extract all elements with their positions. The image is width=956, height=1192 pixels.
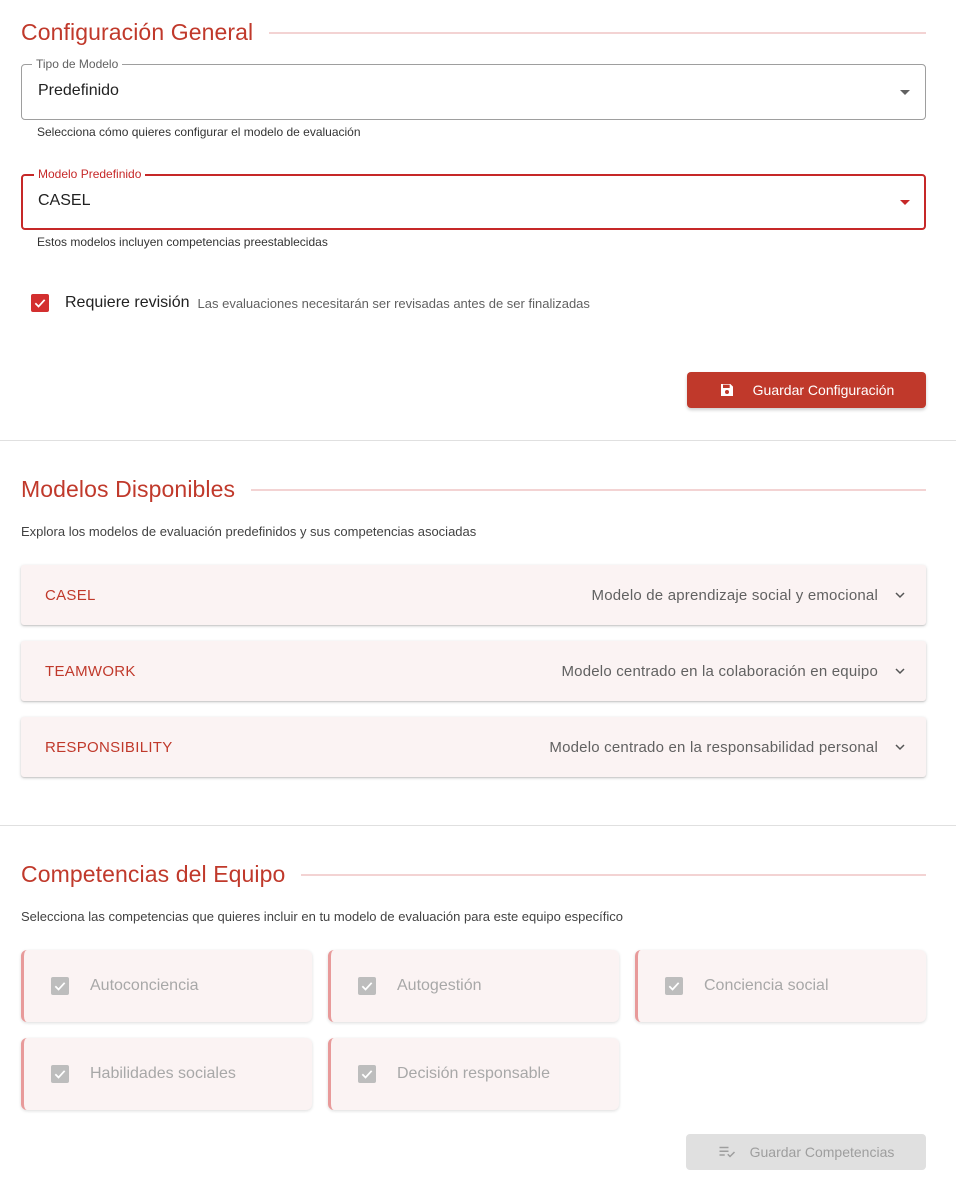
- model-type-select[interactable]: [21, 57, 926, 120]
- model-name: TEAMWORK: [45, 663, 136, 680]
- competency-label: Conciencia social: [704, 977, 829, 994]
- requires-review-label: Requiere revisión: [65, 294, 190, 311]
- playlist-check-icon: [718, 1145, 736, 1159]
- competency-label: Autogestión: [397, 977, 482, 994]
- dropdown-arrow-icon[interactable]: [900, 200, 910, 205]
- competencies-section-title: Competencias del Equipo: [21, 861, 286, 887]
- chevron-down-icon[interactable]: [894, 741, 906, 753]
- predefined-model-legend: Modelo Predefinido: [34, 167, 145, 181]
- models-section-title: Modelos Disponibles: [21, 476, 236, 502]
- section-divider-line: [251, 489, 926, 491]
- predefined-model-value: CASEL: [38, 192, 91, 209]
- models-section-header: [21, 476, 926, 503]
- model-summary: Modelo centrado en la colaboración en equipo: [561, 663, 878, 680]
- competency-checkbox[interactable]: [358, 1065, 376, 1083]
- competency-checkbox[interactable]: [665, 977, 683, 995]
- model-type-legend: Tipo de Modelo: [32, 57, 122, 71]
- predefined-model-select[interactable]: [21, 167, 926, 230]
- requires-review-row: [31, 294, 590, 312]
- competency-checkbox[interactable]: [51, 1065, 69, 1083]
- check-icon: [53, 1067, 67, 1081]
- competency-card-conciencia-social[interactable]: [635, 950, 926, 1022]
- competency-card-decision-responsable[interactable]: [328, 1038, 619, 1110]
- chevron-down-icon[interactable]: [894, 589, 906, 601]
- competency-card-autoconciencia[interactable]: [21, 950, 312, 1022]
- section-divider: [0, 440, 956, 441]
- competency-checkbox[interactable]: [358, 977, 376, 995]
- save-competencies-label: Guardar Competencias: [749, 1144, 895, 1160]
- model-type-helper: Selecciona cómo quieres configurar el modelo de evaluación: [37, 125, 361, 139]
- competencies-section-header: [21, 861, 926, 888]
- save-configuration-label: Guardar Configuración: [752, 382, 895, 398]
- model-name: CASEL: [45, 587, 96, 604]
- competency-checkbox[interactable]: [51, 977, 69, 995]
- model-summary: Modelo centrado en la responsabilidad personal: [549, 739, 878, 756]
- competency-label: Decisión responsable: [397, 1065, 550, 1082]
- section-divider-line: [301, 874, 926, 876]
- competency-label: Autoconciencia: [90, 977, 199, 994]
- check-icon: [360, 979, 374, 993]
- competencies-intro: Selecciona las competencias que quieres incluir en tu modelo de evaluación para este equipo específico: [21, 909, 623, 924]
- model-name: RESPONSIBILITY: [45, 739, 173, 756]
- save-icon: [719, 382, 735, 398]
- model-type-value: Predefinido: [38, 82, 119, 99]
- competency-label: Habilidades sociales: [90, 1065, 236, 1082]
- predefined-model-helper: Estos modelos incluyen competencias preestablecidas: [37, 235, 328, 249]
- model-accordion-casel[interactable]: [21, 565, 926, 625]
- save-configuration-button[interactable]: [687, 372, 926, 408]
- dropdown-arrow-icon[interactable]: [900, 90, 910, 95]
- section-divider: [0, 825, 956, 826]
- chevron-down-icon[interactable]: [894, 665, 906, 677]
- model-accordion-teamwork[interactable]: [21, 641, 926, 701]
- config-section-title: Configuración General: [21, 19, 254, 45]
- competency-card-habilidades-sociales[interactable]: [21, 1038, 312, 1110]
- section-divider-line: [269, 32, 926, 34]
- save-competencies-button[interactable]: [686, 1134, 926, 1170]
- check-icon: [667, 979, 681, 993]
- check-icon: [360, 1067, 374, 1081]
- model-summary: Modelo de aprendizaje social y emocional: [591, 587, 878, 604]
- requires-review-description: Las evaluaciones necesitarán ser revisadas antes de ser finalizadas: [197, 295, 590, 311]
- model-accordion-responsibility[interactable]: [21, 717, 926, 777]
- competency-card-autogestion[interactable]: [328, 950, 619, 1022]
- check-icon: [53, 979, 67, 993]
- check-icon: [33, 296, 47, 310]
- requires-review-checkbox[interactable]: [31, 294, 49, 312]
- config-section-header: [21, 19, 926, 46]
- models-intro: Explora los modelos de evaluación predefinidos y sus competencias asociadas: [21, 524, 477, 539]
